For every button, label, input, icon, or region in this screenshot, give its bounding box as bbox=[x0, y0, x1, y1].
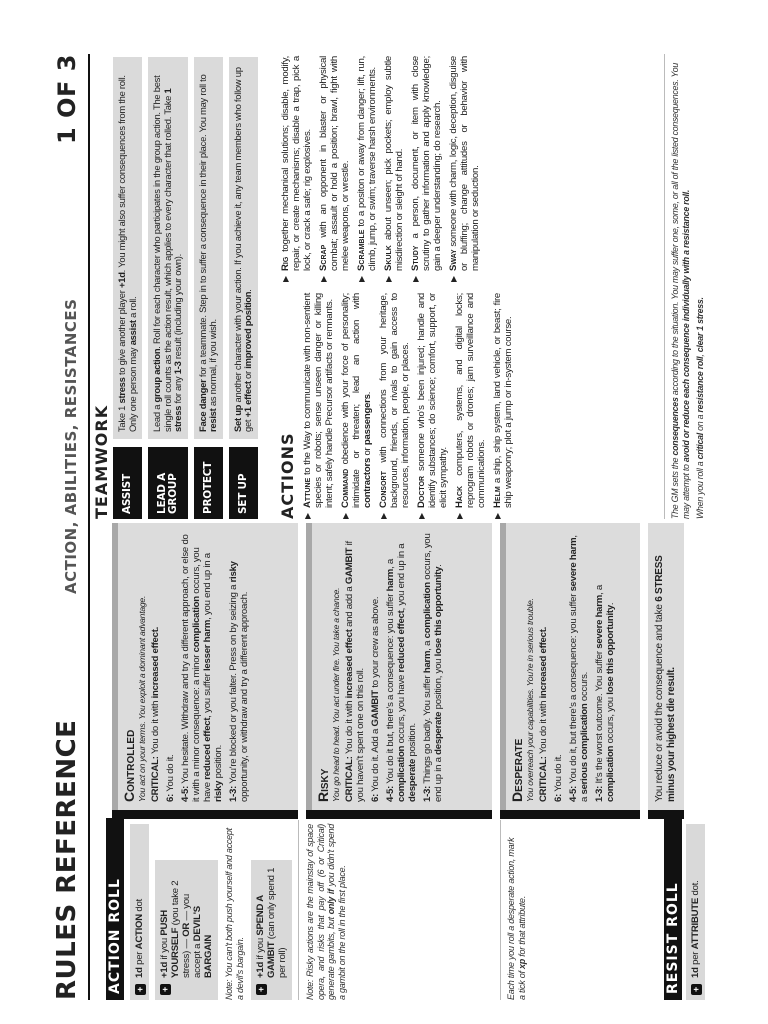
action-description: to a positon or away from danger; lift, run, climb, jump, or swim; traverse harsh environments. bbox=[356, 56, 378, 271]
teamwork-row-set-up bbox=[229, 57, 258, 519]
actions-column-2 bbox=[280, 56, 486, 282]
teamwork-label: ASSIST bbox=[113, 447, 142, 519]
bullet-triangle-icon: ▶ bbox=[357, 276, 366, 282]
risky-note: Note: Risky actions are the mainstay of space opera, and risks that pay off (6 or Critical) generate gambits, but only if you didn't spend a gambit on the roll in the first place. bbox=[305, 824, 347, 1000]
bold-run: desperate bbox=[433, 711, 444, 755]
plus-icon: + bbox=[691, 984, 702, 995]
action-description: with an opponent in blaster or physical combat; assault or hold a position; brawl, fight with melee weapons, or wrestle. bbox=[318, 56, 351, 271]
bold-run: complication bbox=[396, 745, 407, 802]
bullet-triangle-icon: ▶ bbox=[341, 513, 350, 519]
item-text: +1d if you SPEND A GAMBIT (can only spend 1 per roll) bbox=[255, 867, 288, 978]
divider bbox=[500, 820, 501, 1000]
push-yourself-item bbox=[155, 860, 218, 1000]
bold-run: complication bbox=[605, 745, 616, 802]
teamwork-text: Take 1 stress to give another player +1d. You might also suffer consequences from the roll. Only one person may assist a roll. bbox=[113, 57, 142, 439]
teamwork-row-assist bbox=[113, 57, 142, 519]
bold-run: CRITICAL: bbox=[344, 756, 355, 802]
action-item-helm bbox=[492, 293, 514, 519]
action-name: Scrap bbox=[318, 244, 329, 271]
bold-run: 6: bbox=[553, 793, 564, 802]
page-subtitle: ACTION, ABILITIES, RESISTANCES bbox=[62, 298, 80, 594]
action-name: Scramble bbox=[356, 229, 367, 271]
action-item-consort bbox=[378, 293, 411, 519]
position-title: Risky bbox=[315, 768, 331, 802]
bullet-triangle-icon: ▶ bbox=[379, 513, 388, 519]
bold-run: harm bbox=[422, 650, 433, 674]
bullet-triangle-icon: ▶ bbox=[449, 276, 458, 282]
bold-run: increased effect bbox=[344, 629, 355, 699]
bold-run: xp bbox=[516, 958, 527, 969]
action-item-attune bbox=[302, 293, 335, 519]
action-description: someone who's been injured; handle and identify substances; do science; comfort, support, or elicit sympathy. bbox=[416, 293, 449, 508]
action-item-skulk bbox=[383, 56, 405, 282]
result-6: 6: You do it. Add a GAMBIT to your crew as above. bbox=[370, 596, 381, 802]
bold-run: 6 STRESS minus your highest die result. bbox=[654, 555, 677, 802]
positions-column bbox=[112, 523, 684, 819]
bold-run: 1 stress bbox=[161, 88, 183, 432]
bold-run: ATTRIBUTE bbox=[690, 897, 701, 950]
result-critical: CRITICAL: You do it with increased effect. bbox=[538, 626, 549, 802]
bullet-triangle-icon: ▶ bbox=[411, 276, 420, 282]
gm-consequences-note bbox=[670, 54, 706, 519]
box-top-bar bbox=[306, 523, 312, 810]
teamwork-list bbox=[113, 57, 264, 519]
bold-run: critical bbox=[695, 433, 705, 460]
result-critical: CRITICAL: You do it with increased effect and add a GAMBIT if you haven't spent one on this roll. bbox=[344, 541, 366, 802]
gambit-item bbox=[251, 860, 292, 1000]
bold-run: +1 effect bbox=[242, 381, 253, 418]
bold-run: PUSH YOURSELF bbox=[159, 910, 181, 978]
gm-note-line: The GM sets the consequences according to the situation. You may suffer one, some, or all of the listed consequences. You may attempt to avoid or reduce each consequence individually with a resistance roll. bbox=[670, 63, 691, 519]
action-item-sway bbox=[448, 56, 481, 282]
bold-run: improved position bbox=[242, 291, 253, 369]
result-4-5: 4-5: You hesitate. Withdraw and try a different approach, or else do it with a minor consequence: a minor complication occurs, you have reduced effect, you suffer lesser harm, you end up in a risky position. bbox=[180, 534, 224, 802]
divider bbox=[664, 54, 665, 519]
action-description: with connections from your heritage, background, friends, or rivals to gain access to resources, information, people, or places. bbox=[378, 293, 411, 508]
bold-run: 1d bbox=[690, 967, 701, 978]
bold-run: passengers bbox=[362, 394, 373, 446]
box-top-bar bbox=[500, 523, 506, 810]
bold-run: 6: bbox=[165, 793, 176, 802]
item-text: 1d per ATTRIBUTE dot. bbox=[690, 880, 701, 978]
bold-run: DEVIL'S BARGAIN bbox=[192, 906, 214, 978]
action-description: obedience with your force of personality; intimidate or threaten; lead an action with contractors or passengers. bbox=[340, 293, 373, 508]
bold-run: GAMBIT bbox=[344, 547, 355, 585]
gm-note-line: When you roll a critical on a resistance roll, clear 1 stress. bbox=[695, 297, 705, 519]
bold-run: risky bbox=[228, 561, 239, 583]
bold-run: reduced effect bbox=[202, 717, 213, 780]
bold-run: lesser harm bbox=[202, 619, 213, 671]
teamwork-label: PROTECT bbox=[194, 447, 223, 519]
bold-run: Face danger bbox=[196, 379, 208, 432]
teamwork-label: LEAD A GROUP bbox=[148, 447, 188, 519]
bold-run: contractors bbox=[362, 457, 373, 508]
result-critical: CRITICAL: You do it with increased effect. bbox=[150, 626, 161, 802]
action-item-study bbox=[410, 56, 443, 282]
action-name: Hack bbox=[454, 485, 465, 508]
bold-run: risky bbox=[213, 780, 224, 802]
resist-roll-result: You reduce or avoid the consequence and take 6 STRESS minus your highest die result. bbox=[648, 523, 684, 819]
action-item-hack bbox=[454, 293, 487, 519]
action-name: Study bbox=[410, 245, 421, 271]
action-item-rig bbox=[280, 56, 313, 282]
push-note: Note: You can't both push yourself and accept a devil's bargain. bbox=[224, 828, 245, 1000]
bold-run: +1d bbox=[116, 272, 127, 288]
bold-run: GAMBIT bbox=[370, 690, 381, 727]
plus-icon: + bbox=[160, 984, 171, 995]
header-rule bbox=[88, 54, 90, 1000]
action-description: about unseen; pick pockets; employ subtle misdirection or sleight of hand. bbox=[383, 56, 405, 271]
teamwork-text: Lead a group action. Roll for each character who participates in the group action. The best single roll counts as the action result, which applies to every character that rolled. Take 1 stress for any 1-3 result (including your own). bbox=[148, 57, 188, 439]
action-description: computers, systems, and digital locks; reprogram robots or drones; jam surveillance and communications. bbox=[454, 293, 487, 508]
item-text: 1d per ACTION dot bbox=[134, 899, 145, 978]
bold-run: OR bbox=[181, 922, 192, 937]
result-1-3: 1-3: Things go badly. You suffer harm, a complication occurs, you end up in a desperate position, you lose this opportunity. bbox=[422, 533, 444, 802]
bold-run: stress bbox=[116, 377, 127, 404]
bold-run: 1-3 bbox=[172, 361, 183, 375]
bold-run: 1-3: bbox=[594, 785, 605, 802]
bold-run: SPEND A GAMBIT bbox=[255, 895, 277, 978]
action-item-doctor bbox=[416, 293, 449, 519]
bold-run: increased effect. bbox=[150, 626, 161, 699]
bullet-triangle-icon: ▶ bbox=[319, 276, 328, 282]
action-name: Consort bbox=[378, 471, 389, 508]
bold-run: CRITICAL: bbox=[538, 756, 549, 802]
result-1-3: 1-3: It's the worst outcome. You suffer severe harm, a complication occurs, you lose this opportunity. bbox=[594, 585, 616, 802]
action-name: Rig bbox=[280, 256, 291, 271]
action-description: together mechanical solutions; disable, modify, repair, or create mechanisms; disable a trap, pick a lock, or crack a safe; rig explosives. bbox=[280, 56, 313, 271]
bullet-triangle-icon: ▶ bbox=[417, 513, 426, 519]
bold-run: 6: bbox=[370, 793, 381, 802]
page-title: RULES REFERENCE bbox=[52, 719, 82, 1000]
item-text: +1d if you PUSH YOURSELF (you take 2 stress) — OR — you accept a DEVIL'S BARGAIN bbox=[159, 880, 214, 978]
plus-icon: + bbox=[135, 984, 146, 995]
action-description: someone with charm, logic, deception, disguise or bluffing; change attitudes or behavior with manipulation or seduction. bbox=[448, 56, 481, 271]
bold-run: serious complication bbox=[579, 703, 590, 795]
bold-run: only if bbox=[326, 889, 336, 915]
teamwork-text: Face danger for a teammate. Step in to suffer a consequence in their place. You may roll to resist as normal, if you wish. bbox=[194, 57, 223, 439]
teamwork-label: SET UP bbox=[229, 447, 258, 519]
resist-dice-item bbox=[686, 824, 705, 1000]
position-title: Desperate bbox=[509, 738, 525, 802]
action-name: Attune bbox=[302, 477, 313, 508]
teamwork-text: Set up another character with your action. If you achieve it, any team members who follow up get +1 effect or improved position. bbox=[229, 57, 258, 439]
teamwork-row-protect bbox=[194, 57, 223, 519]
bold-run: 1-3: bbox=[422, 785, 433, 802]
teamwork-row-lead-a-group bbox=[148, 57, 188, 519]
plus-icon: + bbox=[256, 984, 267, 995]
action-description: a ship, ship system, land vehicle, or beast; fire ship weaponry; plot a jump or in-system course. bbox=[492, 293, 514, 508]
bold-run: 1-3: bbox=[228, 785, 239, 802]
bold-run: +1d bbox=[255, 961, 266, 978]
position-title: Controlled bbox=[121, 729, 137, 802]
actions-column-1 bbox=[302, 293, 519, 519]
position-risky bbox=[306, 523, 492, 819]
actions-heading: ACTIONS bbox=[278, 432, 297, 519]
bold-run: +1d bbox=[159, 961, 170, 978]
bold-run: assist bbox=[126, 320, 138, 346]
bold-run: avoid or reduce each consequence individually with a resistance roll. bbox=[680, 189, 691, 463]
bold-run: severe harm bbox=[568, 537, 579, 592]
bold-run: complication bbox=[191, 596, 202, 653]
position-desperate bbox=[500, 523, 640, 819]
bold-run: 4-5: bbox=[568, 785, 579, 802]
page-number: 1 OF 3 bbox=[53, 54, 81, 144]
action-name: Skulk bbox=[383, 245, 394, 271]
bullet-triangle-icon: ▶ bbox=[281, 276, 290, 282]
position-subtitle: You act on your terms. You exploit a dominant advantage. bbox=[137, 595, 147, 802]
action-roll-heading: ACTION ROLL bbox=[106, 818, 124, 1000]
resist-roll-heading: RESIST ROLL bbox=[664, 818, 682, 1000]
bold-run: severe harm bbox=[594, 594, 605, 649]
bold-run: resist bbox=[207, 408, 218, 432]
result-1-3: 1-3: You're blocked or you falter. Press on by seizing a risky opportunity, or withdraw and try a different approach. bbox=[228, 561, 250, 802]
result-4-5: 4-5: You do it but, there's a consequence: you suffer harm, a complication occurs, you have reduced effect, you end up in a desperate position. bbox=[385, 543, 418, 802]
bold-run: ACTION bbox=[134, 914, 145, 950]
divider bbox=[298, 820, 299, 1000]
action-item-scramble bbox=[356, 56, 378, 282]
bold-run: harm bbox=[385, 568, 396, 592]
action-name: Helm bbox=[492, 486, 503, 508]
action-item-command bbox=[340, 293, 373, 519]
position-controlled bbox=[112, 523, 298, 819]
action-description: a person, document, or item with close scrutiny to gather information and apply knowledge; gain a deeper understanding; do research. bbox=[410, 56, 443, 271]
position-subtitle: You overreach your capabilities. You're in serious trouble. bbox=[525, 598, 535, 802]
bold-run: Set up bbox=[231, 404, 243, 432]
bold-run: complication bbox=[422, 582, 433, 639]
action-name: Sway bbox=[448, 249, 459, 271]
desperate-note: Each time you roll a desperate action, mark a tick of xp for that attribute. bbox=[506, 837, 527, 1000]
result-4-5: 4-5: You do it, but there's a consequence: you suffer severe harm, a serious complication occurs. bbox=[568, 535, 590, 802]
teamwork-heading: TEAMWORK bbox=[92, 404, 111, 519]
action-name: Command bbox=[340, 468, 351, 508]
bullet-triangle-icon: ▶ bbox=[493, 513, 502, 519]
action-roll-column bbox=[106, 818, 353, 1000]
box-top-bar bbox=[112, 523, 118, 810]
bold-run: resistance roll bbox=[695, 356, 705, 413]
result-6: 6: You do it. bbox=[553, 754, 564, 802]
action-description: to the Way to communicate with non-sentient species or robots; sense unseen danger or killing intent; safely handle Precursor artifacts or remnants. bbox=[302, 293, 335, 508]
bold-run: desperate bbox=[407, 758, 418, 802]
bullet-triangle-icon: ▶ bbox=[455, 513, 464, 519]
bold-run: reduced effect bbox=[396, 610, 407, 673]
bold-run: consequences bbox=[670, 397, 680, 456]
bold-run: group action bbox=[151, 348, 162, 403]
bullet-triangle-icon: ▶ bbox=[303, 513, 312, 519]
bold-run: lose this opportunity bbox=[433, 566, 444, 657]
bullet-triangle-icon: ▶ bbox=[384, 276, 393, 282]
action-item-scrap bbox=[318, 56, 351, 282]
bold-run: CRITICAL: bbox=[150, 756, 161, 802]
bold-run: 4-5: bbox=[180, 785, 191, 802]
action-name: Doctor bbox=[416, 475, 427, 508]
action-roll-dice-item bbox=[130, 824, 149, 1000]
result-6: 6: You do it. bbox=[165, 754, 176, 802]
bold-run: increased effect. bbox=[538, 626, 549, 699]
bold-run: lose this opportunity bbox=[605, 605, 616, 695]
bold-run: clear 1 stress. bbox=[695, 297, 705, 353]
position-subtitle: You go head to head. You act under fire. You take a chance. bbox=[331, 587, 341, 802]
bold-run: 1d bbox=[134, 967, 145, 978]
bold-run: 4-5: bbox=[385, 785, 396, 802]
